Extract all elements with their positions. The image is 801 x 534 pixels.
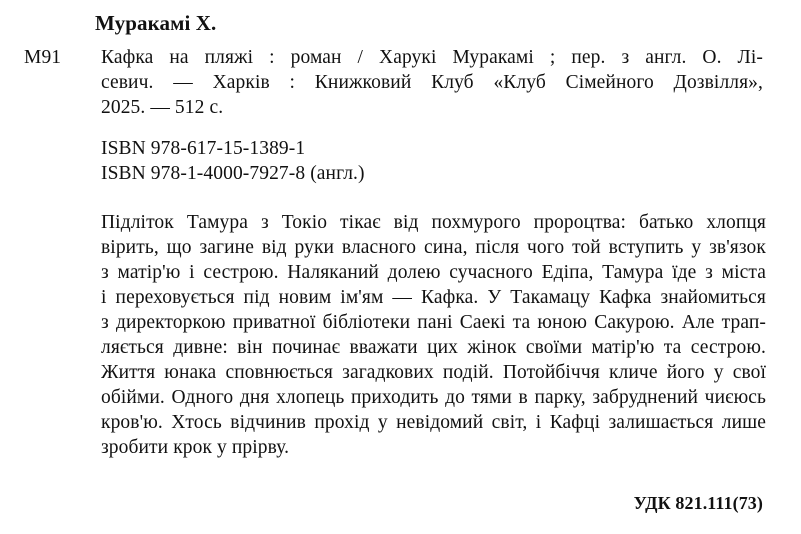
isbn-line: ISBN 978-617-15-1389-1 [101,138,306,159]
udc-code: УДК 821.111(73) [633,493,763,513]
author-heading: Муракамі Х. [95,11,217,35]
description-line: 2025. — 512 с. [101,97,224,118]
description-line: Кафка на пляжі : роман / Харукі Муракамі ; пер. з англ. О. Лі- [101,47,763,68]
annotation-line: з матір'ю і сестрою. Наляканий долею сучасного Едіпа, Тамура їде з міста [101,262,766,283]
annotation-line: Життя юнака сповнюється загадкових подій. Потойбіччя кличе його у свої [101,362,766,383]
annotation-line: ляється дивне: він починає вважати цих жінок своїми матір'ю та сестрою. [101,337,766,358]
annotation-line: обійми. Одного дня хлопець приходить до тями в парку, забруднений чиєюсь [101,387,766,408]
annotation-line: і переховується під новим ім'ям — Кафка. У Такамацу Кафка знайомиться [101,287,766,308]
cutter-mark: М91 [24,47,62,68]
isbn-line: ISBN 978-1-4000-7927-8 (англ.) [101,163,365,184]
annotation-line: вірить, що загине від руки власного сина, після чого той вступить у зв'язок [101,237,766,258]
description-line: севич. — Харків : Книжковий Клуб «Клуб Сімейного Дозвілля», [101,72,763,93]
annotation-line: зробити крок у прірву. [101,437,290,458]
annotation-line: з директоркою приватної бібліотеки пані Саекі та юною Сакурою. Але трап- [101,312,766,333]
annotation-line: кров'ю. Хтось відчинив прохід у невідомий світ, і Кафці залишається лише [101,412,766,433]
annotation-line: Підліток Тамура з Токіо тікає від похмурого пророцтва: батько хлопця [101,212,766,233]
